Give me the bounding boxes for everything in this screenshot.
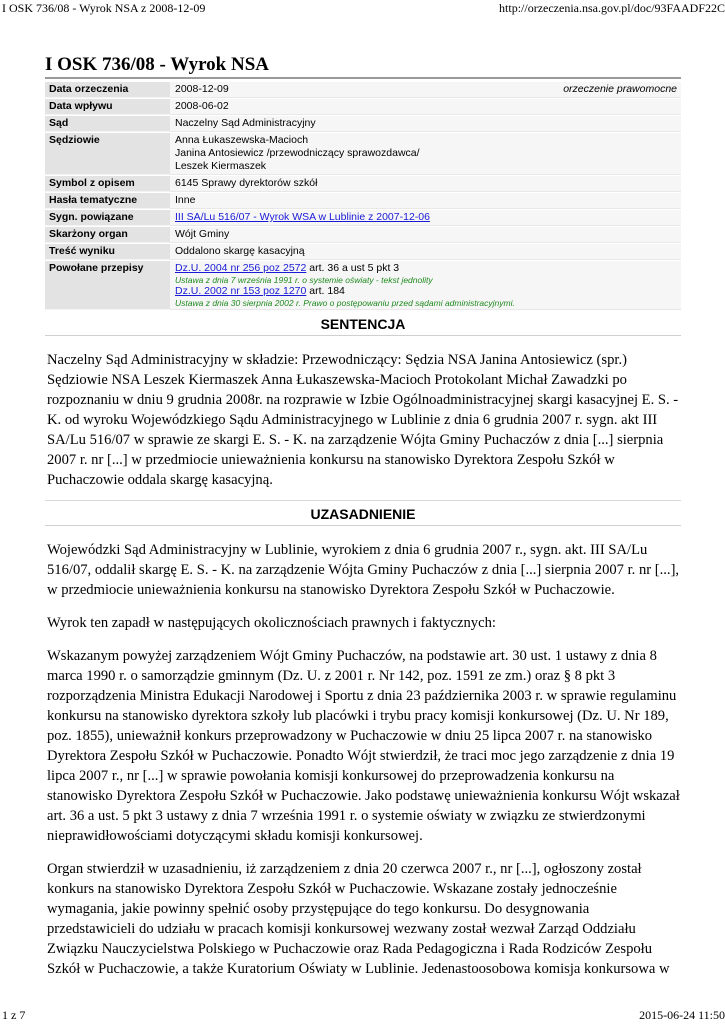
meta-label: Sygn. powiązane	[45, 210, 170, 226]
uzasadnienie-paragraph: Organ stwierdził w uzasadnieniu, iż zarządzeniem z dnia 20 czerwca 2007 r., nr [...], ogłoszony został konkurs na stanowisko Dyrektora Zespołu Szkół w Puchaczowie. Wskazane zostały jednocześnie wymagania, jakie powinny spełnić osoby przystępujące do tego konkursu. Do desygnowania przedstawicieli do udziału w pracach komisji konkursowej wezwany został wezwał Zarząd Oddziału Związku Nauczycielstwa Polskiego w Puchaczowie oraz Rada Pedagogiczna i Rada Rodziców Zespołu Szkół w Puchaczowie, a także Kuratorium Oświaty w Lublinie. Jedenastoosobowa komisja konkursowa w	[47, 861, 670, 977]
meta-label: Data orzeczenia	[45, 82, 170, 98]
related-case-link[interactable]: III SA/Lu 516/07 - Wyrok WSA w Lublinie z 2007-12-06	[175, 211, 430, 223]
metadata-table	[45, 81, 681, 311]
meta-value	[170, 261, 681, 310]
meta-value: 2008-06-02	[170, 99, 681, 115]
status-badge: orzeczenie prawomocne	[563, 83, 677, 95]
regulation-link[interactable]: Dz.U. 2004 nr 256 poz 2572	[175, 262, 307, 274]
print-header-title: I OSK 736/08 - Wyrok NSA z 2008-12-09	[2, 1, 206, 15]
meta-label: Skarżony organ	[45, 227, 170, 243]
regulation-link[interactable]: Dz.U. 2002 nr 153 poz 1270	[175, 285, 307, 297]
judge-name: Janina Antosiewicz /przewodniczący sprawozdawca/	[175, 147, 420, 159]
table-row	[45, 227, 681, 243]
uzasadnienie-paragraph: Wyrok ten zapadł w następujących okolicznościach prawnych i faktycznych:	[47, 615, 496, 631]
page-title: I OSK 736/08 - Wyrok NSA	[45, 54, 681, 79]
table-row	[45, 176, 681, 192]
meta-value	[170, 133, 681, 175]
uzasadnienie-paragraph: Wojewódzki Sąd Administracyjny w Lublinie, wyrokiem z dnia 6 grudnia 2007 r., sygn. akt. III SA/Lu 516/07, oddalił skargę E. S. - K. na zarządzenie Wójta Gminy Puchaczów z dnia [...] sierpnia 2007 r. nr [...], w przedmiocie unieważnienia konkursu na stanowisko Dyrektora Zespołu Szkół w Puchaczowie.	[47, 542, 680, 598]
print-timestamp: 2015-06-24 11:50	[639, 1008, 725, 1022]
sentencja-text: Naczelny Sąd Administracyjny w składzie: Przewodniczący: Sędzia NSA Janina Antosiewicz (spr.) Sędziowie NSA Leszek Kiermaszek Anna Łukaszewska-Macioch Protokolant Michał Zawadzki po rozpoznaniu w dniu 9 grudnia 2008r. na rozprawie w Izbie Ogólnoadministracyjnej skargi kasacyjnej E. S. - K. od wyroku Wojewódzkiego Sądu Administracyjnego w Lublinie z dnia 6 grudnia 2007 r. sygn. akt III SA/Lu 516/07 w sprawie ze skargi E. S. - K. na zarządzenie Wójta Gminy Puchaczów z dnia [...] sierpnia 2007 r. nr [...] w przedmiocie unieważnienia konkursu na stanowisko Dyrektora Zespołu Szkół w Puchaczowie oddala skargę kasacyjną.	[47, 352, 679, 488]
meta-value: Wójt Gminy	[170, 227, 681, 243]
meta-label: Powołane przepisy	[45, 261, 170, 310]
table-row	[45, 99, 681, 115]
meta-value	[170, 210, 681, 226]
judge-name: Leszek Kiermaszek	[175, 160, 267, 172]
meta-value: Oddalono skargę kasacyjną	[170, 244, 681, 260]
meta-value: Inne	[170, 193, 681, 209]
meta-label: Data wpływu	[45, 99, 170, 115]
meta-label: Treść wyniku	[45, 244, 170, 260]
meta-value: Naczelny Sąd Administracyjny	[170, 116, 681, 132]
table-row	[45, 210, 681, 226]
meta-label: Sędziowie	[45, 133, 170, 175]
print-footer	[0, 1006, 725, 1024]
table-row	[45, 82, 681, 98]
section-heading-sentencja: SENTENCJA	[45, 311, 681, 336]
document-content	[45, 54, 681, 979]
table-row	[45, 193, 681, 209]
meta-label: Sąd	[45, 116, 170, 132]
section-heading-uzasadnienie: UZASADNIENIE	[45, 501, 681, 526]
meta-label: Hasła tematyczne	[45, 193, 170, 209]
judgment-date: 2008-12-09	[175, 83, 229, 95]
meta-label: Symbol z opisem	[45, 176, 170, 192]
regulation-article: art. 36 a ust 5 pkt 3	[306, 262, 400, 274]
meta-value: 6145 Sprawy dyrektorów szkół	[170, 176, 681, 192]
page-number: 1 z 7	[2, 1008, 26, 1022]
regulation-item	[175, 285, 677, 308]
meta-value	[170, 82, 681, 98]
table-row	[45, 244, 681, 260]
table-row	[45, 116, 681, 132]
uzasadnienie-paragraph: Wskazanym powyżej zarządzeniem Wójt Gminy Puchaczów, na podstawie art. 30 ust. 1 ustawy z dnia 8 marca 1990 r. o samorządzie gminnym (Dz. U. z 2001 r. Nr 142, poz. 1591 ze zm.) oraz § 8 pkt 3 rozporządzenia Ministra Edukacji Narodowej i Sportu z dnia 23 października 2003 r. w sprawie regulaminu konkursu na stanowisko dyrektora szkoły lub placówki i trybu pracy komisji konkursowej (Dz. U. Nr 189, poz. 1855), unieważnił konkurs przeprowadzony w Puchaczowie w dniu 25 lipca 2007 r. na stanowisko Dyrektora Zespołu Szkół w Puchaczowie. Ponadto Wójt stwierdził, że traci moc jego zarządzenie z dnia 19 lipca 2007 r., nr [...] w sprawie powołania komisji konkursowej do przeprowadzenia konkursu na stanowisko Dyrektora Zespołu Szkół w Puchaczowie. Jako podstawę unieważnienia konkursu Wójt wskazał art. 36 a ust. 5 pkt 3 ustawy z dnia 7 września 1991 r. o systemie oświaty w związku ze stwierdzonymi nieprawidłowościami dotyczącymi składu komisji konkursowej.	[47, 648, 680, 844]
regulation-article: art. 184	[306, 285, 345, 297]
print-header-url: http://orzeczenia.nsa.gov.pl/doc/93FAADF22C	[499, 1, 725, 15]
print-header	[0, 0, 725, 20]
judge-name: Anna Łukaszewska-Macioch	[175, 134, 309, 146]
table-row	[45, 133, 681, 175]
table-row	[45, 261, 681, 310]
regulation-note: Ustawa z dnia 7 września 1991 r. o systemie oświaty - tekst jednolity	[175, 275, 433, 285]
regulation-item	[175, 262, 677, 285]
regulation-note: Ustawa z dnia 30 sierpnia 2002 r. Prawo o postępowaniu przed sądami administracyjnymi.	[175, 298, 515, 308]
